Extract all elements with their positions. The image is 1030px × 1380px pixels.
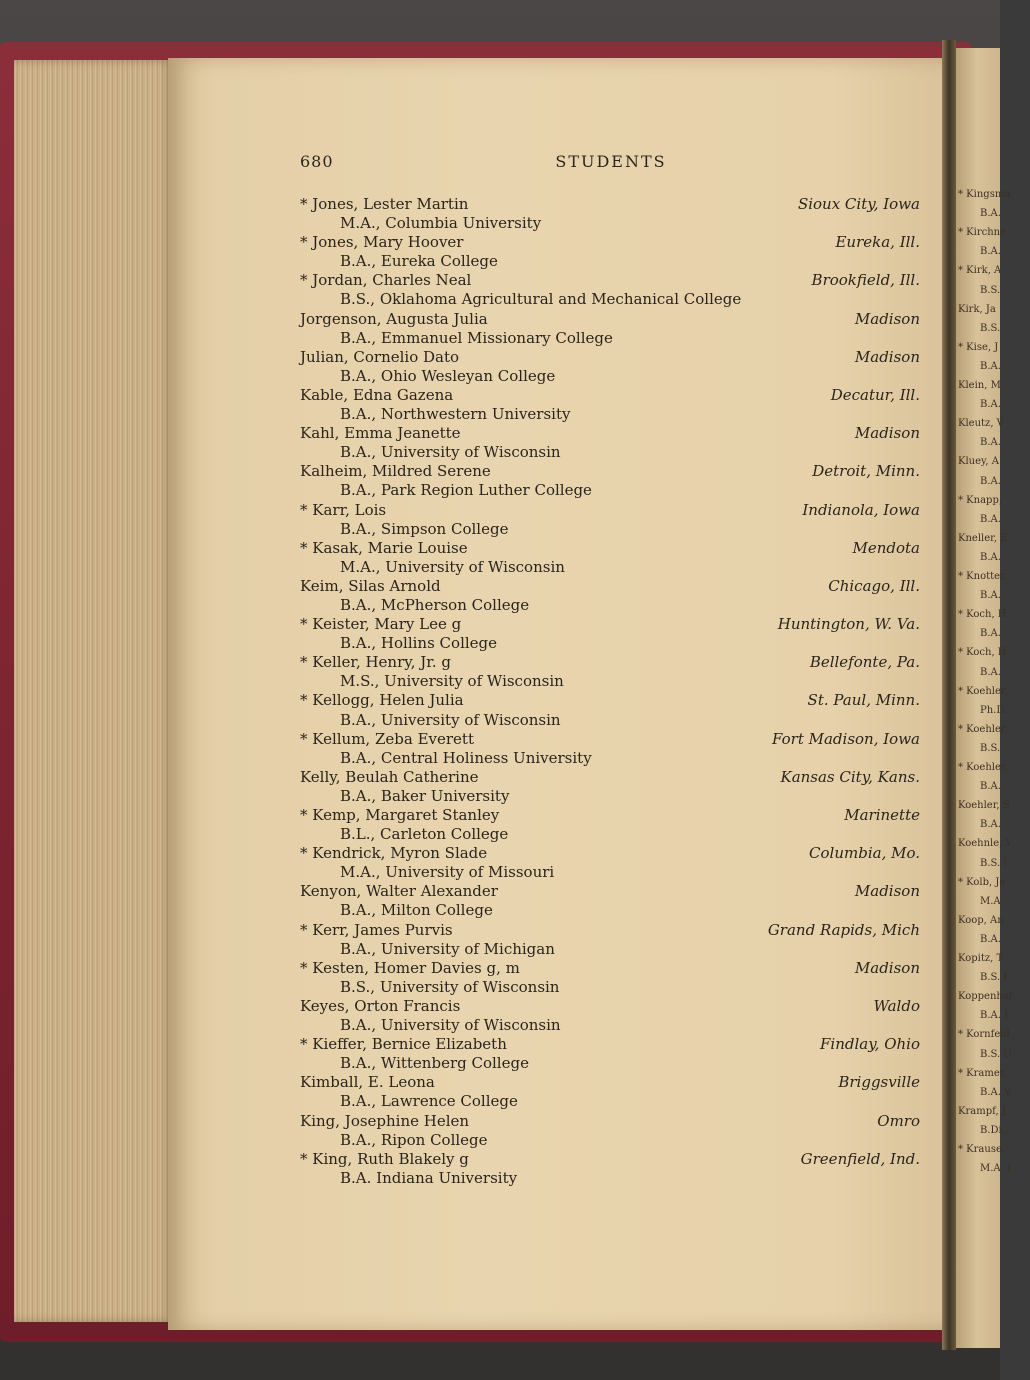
student-hometown: Brookfield, Ill.: [811, 271, 920, 290]
student-degree: M.A., University of Missouri: [340, 863, 555, 882]
facing-page-text: * Kise, J: [958, 341, 999, 353]
facing-page-text: B.A.: [980, 666, 1001, 678]
student-name: Kenyon, Walter Alexander: [300, 882, 498, 901]
student-hometown: Madison: [854, 347, 920, 366]
student-degree: B.L., Carleton College: [340, 825, 509, 844]
facing-page-text: Koop, An: [958, 914, 1004, 926]
facing-page-text: * Kolb, Je: [958, 876, 1006, 888]
student-degree: B.A., Wittenberg College: [340, 1054, 529, 1073]
facing-page-text: B.A.: [980, 933, 1001, 945]
student-name: * Jordan, Charles Neal: [300, 271, 472, 290]
student-degree: M.A., University of Wisconsin: [340, 557, 565, 576]
student-entry: [300, 691, 922, 729]
student-entry: [300, 806, 922, 844]
student-name: Keim, Silas Arnold: [300, 576, 441, 595]
student-hometown: Indianola, Iowa: [802, 500, 920, 519]
facing-page-text: B.S.: [980, 322, 1001, 334]
student-entry: [300, 615, 922, 653]
facing-page-text: * Krause,: [958, 1144, 1006, 1155]
student-hometown: Grand Rapids, Mich: [767, 920, 920, 939]
facing-page-text: * Kirk, A: [958, 265, 1002, 277]
student-entry: [300, 539, 922, 577]
student-degree: B.A., Milton College: [340, 901, 493, 920]
facing-page-text: Ph.D.: [980, 704, 1008, 716]
facing-page-edge: [954, 48, 1013, 1348]
student-name: * Jones, Mary Hoover: [300, 233, 464, 252]
facing-page-text: B.S. U: [980, 1048, 1012, 1060]
student-degree: B.A., Hollins College: [340, 634, 498, 653]
facing-page-text: Koehnle, Y: [958, 838, 1013, 850]
student-entry: [300, 1150, 922, 1188]
student-name: * Keller, Henry, Jr. g: [300, 653, 451, 672]
facing-page-text: B.A.: [980, 819, 1001, 831]
student-hometown: Findlay, Ohio: [819, 1035, 920, 1054]
student-name: * Kendrick, Myron Slade: [300, 844, 488, 863]
student-entry: [300, 997, 922, 1035]
facing-page-text: B.A.: [980, 628, 1001, 640]
student-degree: B.S., Oklahoma Agricultural and Mechanical College: [340, 290, 742, 309]
student-name: * Kellogg, Helen Julia: [300, 691, 464, 710]
student-hometown: Omro: [877, 1111, 920, 1130]
facing-page-text: Kleutz, V: [958, 418, 1004, 430]
student-entry: [300, 1073, 922, 1111]
student-name: Kimball, E. Leona: [300, 1073, 435, 1092]
facing-page-text: B.A.: [980, 360, 1001, 372]
student-degree: B.A., Ohio Wesleyan College: [340, 366, 556, 385]
facing-page-text: Krampf, J: [958, 1105, 1006, 1117]
student-name: * Karr, Lois: [300, 500, 387, 519]
student-entry: [300, 577, 922, 615]
student-hometown: Marinette: [844, 806, 920, 824]
student-entry: [300, 844, 922, 882]
student-degree: B.A. Indiana University: [340, 1168, 518, 1187]
student-hometown: Mendota: [852, 538, 920, 557]
student-name: * Keister, Mary Lee g: [300, 615, 462, 634]
facing-page-text: Kopitz, T: [958, 953, 1004, 964]
facing-page-text: B.A.: [980, 437, 1001, 449]
student-name: Kable, Edna Gazena: [300, 385, 454, 404]
student-entry: [300, 424, 922, 462]
facing-page-text: Koppenhaf: [958, 991, 1013, 1003]
facing-page-text: * Koch, H: [958, 647, 1007, 659]
student-degree: B.A., Central Holiness University: [340, 748, 592, 767]
facing-page-text: * Kingsma: [958, 189, 1011, 200]
student-name: * Kasak, Marie Louise: [300, 538, 468, 557]
facing-page-text: * Knotter,: [958, 571, 1007, 582]
student-hometown: Fort Madison, Iowa: [772, 729, 920, 748]
student-degree: M.S., University of Wisconsin: [340, 672, 564, 691]
student-name: * Kerr, James Purvis: [300, 920, 453, 939]
facing-page-text: B.A.: [980, 399, 1001, 411]
student-name: Jorgenson, Augusta Julia: [300, 309, 488, 328]
student-hometown: Madison: [854, 882, 920, 901]
student-name: * Kellum, Zeba Everett: [300, 729, 474, 748]
student-degree: B.A., University of Wisconsin: [340, 1016, 561, 1035]
student-name: * Jones, Lester Martin: [300, 195, 469, 213]
facing-page-text: B.A.: [980, 781, 1001, 793]
student-hometown: Briggsville: [838, 1073, 920, 1092]
student-degree: B.A., Simpson College: [340, 519, 509, 538]
student-entry: [300, 1035, 922, 1073]
student-hometown: Huntington, W. Va.: [777, 615, 920, 634]
student-entry: [300, 348, 922, 386]
student-name: * Kieffer, Bernice Elizabeth: [300, 1035, 507, 1054]
facing-page-text: * Koehler,: [958, 723, 1008, 735]
student-hometown: Madison: [854, 424, 920, 443]
facing-page-text: B.A. V: [980, 1086, 1012, 1098]
facing-page-text: * Kramer,: [958, 1067, 1007, 1079]
student-degree: B.S., University of Wisconsin: [340, 977, 560, 996]
student-entry: [300, 959, 922, 997]
student-entry: [300, 882, 922, 920]
facing-page-text: B.S.: [980, 742, 1001, 754]
facing-page-text: B.A. I: [980, 1010, 1009, 1022]
page-number: 680: [300, 152, 334, 171]
student-entry: [300, 653, 922, 691]
facing-page-text: B.A.: [980, 551, 1001, 563]
facing-page-text: B.A.: [980, 475, 1001, 487]
student-name: Kalheim, Mildred Serene: [300, 462, 491, 481]
student-degree: B.A., University of Wisconsin: [340, 443, 561, 462]
student-hometown: Bellefonte, Pa.: [809, 653, 920, 672]
student-degree: M.A., Columbia University: [340, 214, 542, 233]
student-entry: [300, 310, 922, 348]
student-hometown: Madison: [854, 309, 920, 328]
student-degree: B.A., McPherson College: [340, 595, 530, 614]
student-degree: B.A., Park Region Luther College: [340, 481, 592, 500]
student-degree: B.A., University of Wisconsin: [340, 710, 561, 729]
student-degree: B.A., Eureka College: [340, 252, 498, 271]
student-entry: [300, 233, 922, 271]
facing-page-text: Kirk, Ja: [958, 303, 996, 315]
student-degree: B.A., Ripon College: [340, 1130, 488, 1149]
student-name: Keyes, Orton Francis: [300, 996, 461, 1015]
student-degree: B.A., Northwestern University: [340, 405, 571, 424]
book-gutter: [942, 40, 956, 1350]
student-name: * Kesten, Homer Davies g, m: [300, 958, 520, 977]
student-name: Kahl, Emma Jeanette: [300, 424, 461, 443]
facing-page-text: Kneller, E: [958, 532, 1008, 544]
facing-page-text: * Kirchne: [958, 227, 1007, 239]
running-title: STUDENTS: [555, 152, 667, 171]
facing-page-text: B.S. I: [980, 857, 1008, 869]
student-entry: [300, 1112, 922, 1150]
student-entry: [300, 730, 922, 768]
facing-page-text: B.A.: [980, 208, 1001, 220]
student-entry: [300, 386, 922, 424]
facing-page-text: B.S. I: [980, 972, 1008, 984]
student-hometown: Kansas City, Kans.: [780, 767, 920, 786]
student-name: Julian, Cornelio Dato: [300, 347, 460, 366]
facing-page-text: B.A.: [980, 590, 1001, 602]
facing-page-text: M.A. I: [980, 1163, 1011, 1175]
student-entry: [300, 462, 922, 500]
page-header: [300, 152, 922, 174]
facing-page-text: Klein, M: [958, 380, 1001, 391]
facing-page-text: * Koehler,: [958, 762, 1008, 773]
student-name: * King, Ruth Blakely g: [300, 1149, 469, 1168]
facing-page-text: M.A.: [980, 895, 1004, 907]
student-entry: [300, 768, 922, 806]
facing-page-text: B.A.: [980, 513, 1001, 525]
student-entry: [300, 271, 922, 309]
student-hometown: Eureka, Ill.: [835, 233, 920, 252]
student-hometown: Greenfield, Ind.: [800, 1149, 920, 1168]
facing-page-text: * Koch, H: [958, 609, 1007, 621]
student-list: [300, 195, 922, 1188]
student-name: * Kemp, Margaret Stanley: [300, 806, 500, 824]
facing-page-text: * Kornfeld: [958, 1029, 1010, 1041]
student-entry: [300, 501, 922, 539]
student-hometown: Waldo: [873, 996, 920, 1015]
facing-page-text: B.A.: [980, 246, 1001, 258]
student-entry: [300, 921, 922, 959]
student-hometown: Madison: [854, 958, 920, 977]
facing-page-text: * Knapp,: [958, 494, 1003, 506]
student-name: King, Josephine Helen: [300, 1111, 470, 1130]
student-hometown: Columbia, Mo.: [809, 844, 920, 863]
student-hometown: Chicago, Ill.: [828, 576, 920, 595]
facing-page-text: * Koehler,: [958, 685, 1008, 697]
student-hometown: Decatur, Ill.: [830, 385, 920, 404]
facing-page-text: Koehler, S: [958, 800, 1010, 812]
student-hometown: Sioux City, Iowa: [797, 195, 920, 213]
student-entry: [300, 195, 922, 233]
student-hometown: Detroit, Minn.: [812, 462, 920, 481]
student-name: Kelly, Beulah Catherine: [300, 767, 479, 786]
student-degree: B.A., Emmanuel Missionary College: [340, 328, 613, 347]
facing-page-text: B.S.: [980, 284, 1001, 296]
page-edges: [14, 60, 174, 1322]
student-degree: B.A., Lawrence College: [340, 1092, 518, 1111]
student-degree: B.A., University of Michigan: [340, 939, 555, 958]
facing-page-text: B.Di.: [980, 1124, 1005, 1136]
student-degree: B.A., Baker University: [340, 786, 510, 805]
student-hometown: St. Paul, Minn.: [807, 691, 920, 710]
facing-page-text: Kluey, A: [958, 456, 999, 468]
